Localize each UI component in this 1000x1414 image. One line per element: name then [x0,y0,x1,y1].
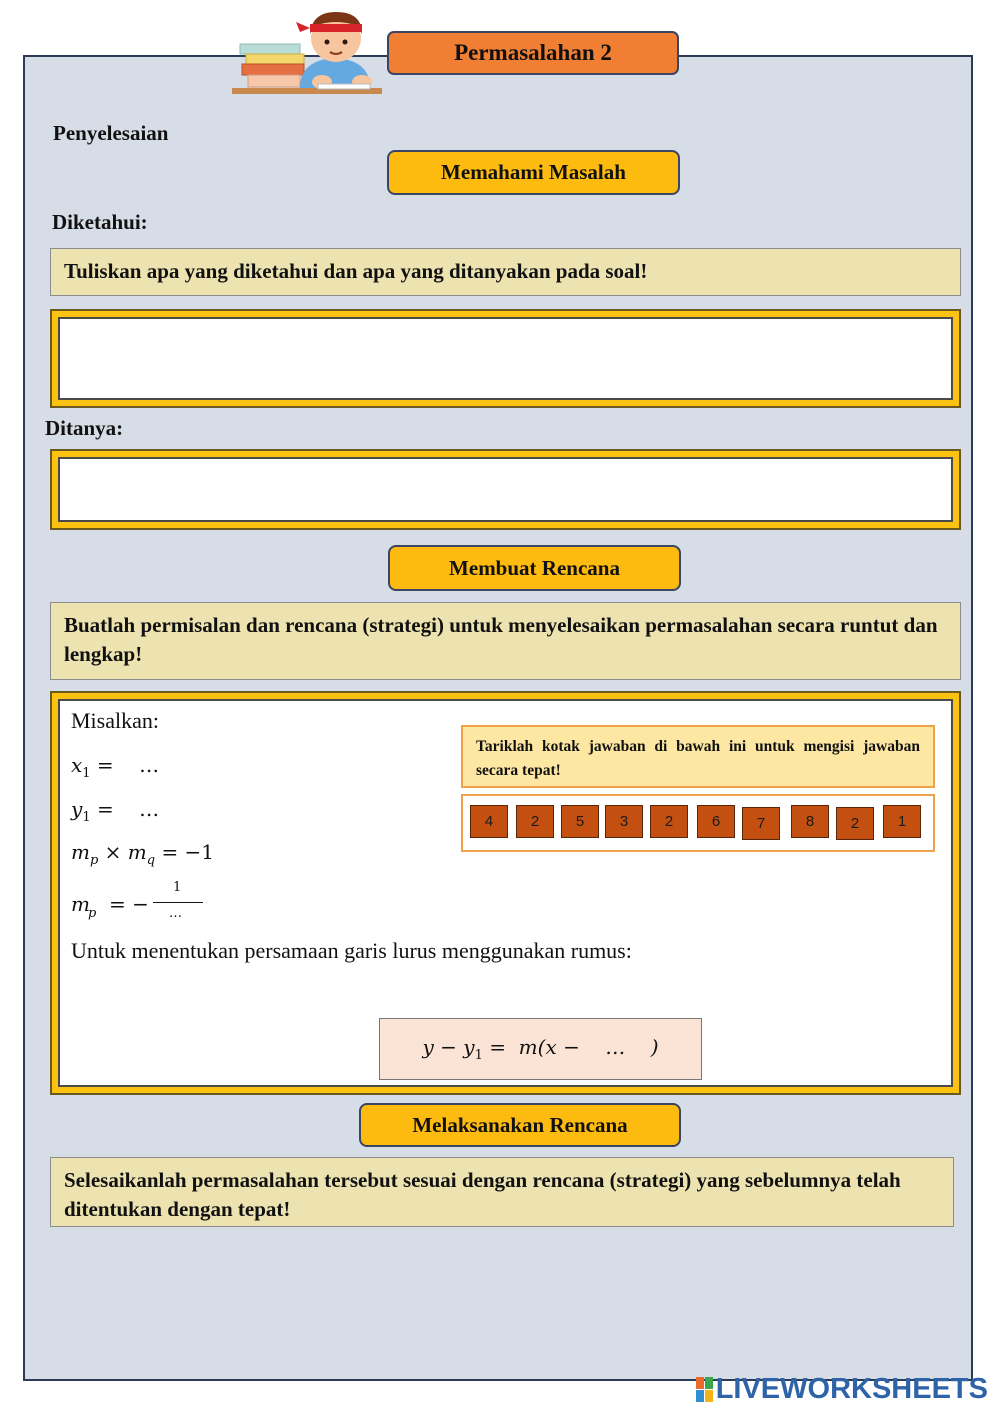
step-plan-instruction: Buatlah permisalan dan rencana (strategi) untuk menyelesaikan permasalahan secara runtut dan lengkap! [50,602,961,680]
step-execute-instruction: Selesaikanlah permasalahan tersebut sesuai dengan rencana (strategi) yang sebelumnya telah ditentukan dengan tepat! [50,1157,954,1227]
liveworksheets-watermark [696,1373,988,1406]
book [246,54,304,64]
eq-mp-fraction: m p = − 1 … [71,880,271,930]
line-equation-formula: $y - y_1 = m(x$ − … ) [422,1035,659,1063]
section-label: Penyelesaian [53,121,169,145]
book [240,44,300,54]
fraction-bar [153,902,203,903]
watermark-text: LIVEWORKSHEETS [715,1373,988,1405]
page-title: Permasalahan 2 [387,31,679,75]
step-execute-title: Melaksanakan Rencana [359,1103,681,1147]
eq-mp-times-mq: $m_p \times m_q = -1$ [71,840,215,868]
answer-tile[interactable]: 6 [697,805,735,838]
step-plan-title: Membuat Rencana [388,545,681,591]
asked-answer-box [50,449,961,530]
book [248,75,300,87]
eq-y1: $y_1$ = … [71,797,160,825]
known-answer-field[interactable] [58,317,953,400]
answer-tile[interactable]: 2 [836,807,874,840]
step-understand-instruction: Tuliskan apa yang diketahui dan apa yang ditanyakan pada soal! [50,248,961,296]
answer-tile[interactable]: 3 [605,805,643,838]
known-answer-box [50,309,961,408]
formula-intro: Untuk menentukan persamaan garis lurus menggunakan rumus: [71,938,632,963]
liveworksheets-logo [696,1377,713,1402]
answer-tile[interactable]: 8 [791,805,829,838]
answer-tile[interactable]: 2 [650,805,688,838]
answer-tile[interactable]: 5 [561,805,599,838]
known-label: Diketahui: [52,210,148,234]
student-studying-illustration [230,8,385,96]
answer-tile[interactable]: 7 [742,807,780,840]
headband [310,24,362,32]
answer-tile[interactable]: 2 [516,805,554,838]
asked-answer-field[interactable] [58,457,953,522]
book [242,64,304,75]
answer-tile[interactable]: 4 [470,805,508,838]
eq-x1: $x_1$ = … [71,753,160,781]
step-understand-title: Memahami Masalah [387,150,680,195]
drag-instruction: Tariklah kotak jawaban di bawah ini untuk mengisi jawaban secara tepat! [461,725,935,788]
answer-tile[interactable]: 1 [883,805,921,838]
misalkan-label: Misalkan: [71,708,159,733]
line-equation-formula-box [379,1018,702,1080]
asked-label: Ditanya: [45,416,124,440]
